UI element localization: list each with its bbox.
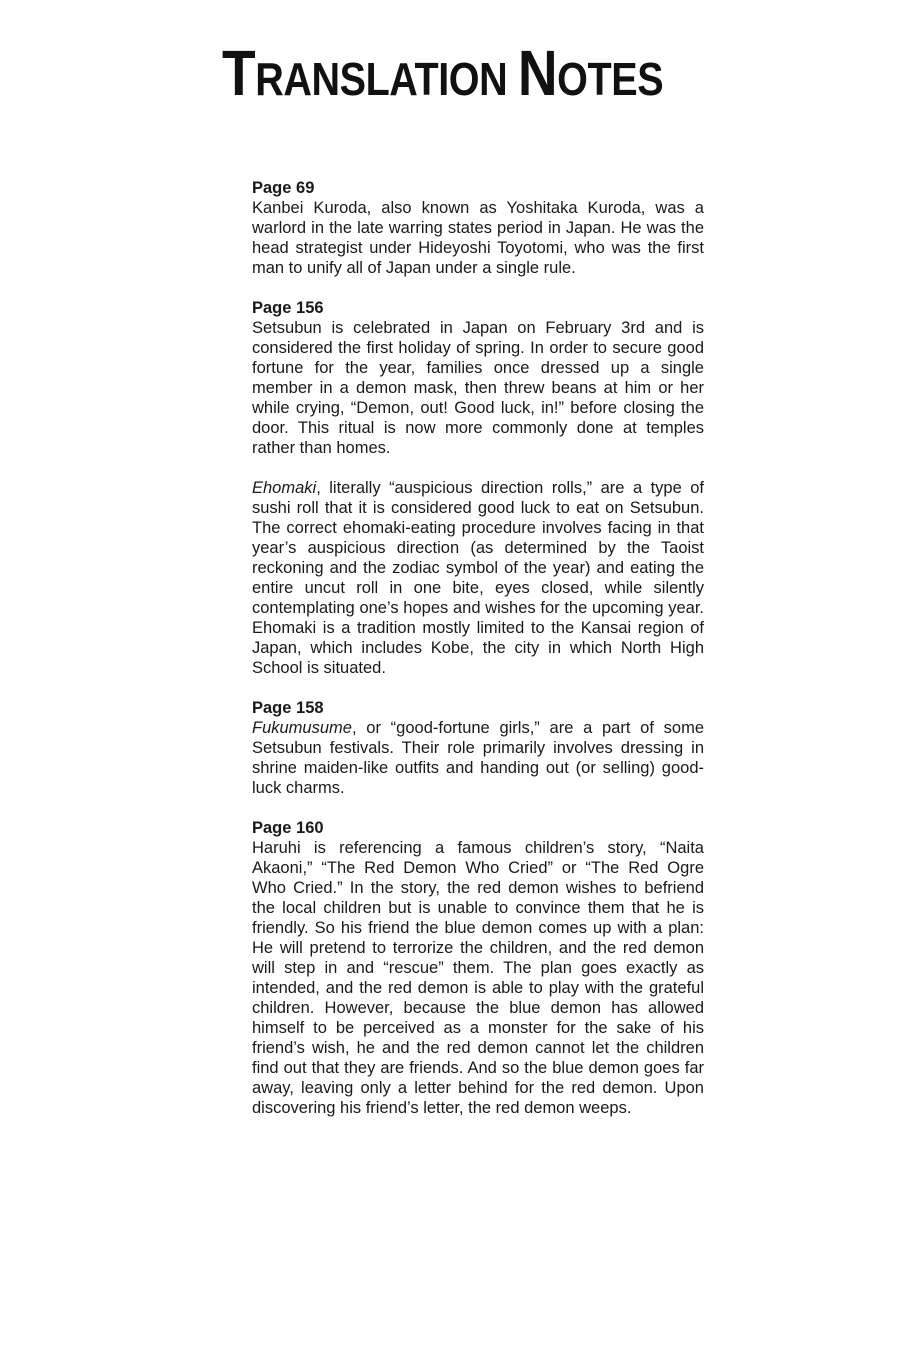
note-paragraph <box>252 718 704 798</box>
note-page-160 <box>252 818 704 1118</box>
note-page-69 <box>252 178 704 278</box>
note-term: Fukumusume <box>252 719 352 737</box>
note-heading: Page 156 <box>252 299 324 317</box>
note-text: , or “good-fortune girls,” are a part of some Setsubun festivals. Their role primarily involves dressing in shrine maiden-like outfits and handing out (or selling) good-luck charms. <box>252 719 704 797</box>
note-paragraph <box>252 838 704 1118</box>
translation-notes <box>252 178 704 1118</box>
note-page-156 <box>252 298 704 678</box>
title-initial-n: N <box>517 37 558 109</box>
note-paragraph <box>252 318 704 458</box>
note-text: , literally “auspicious direction rolls,” are a type of sushi roll that it is considered good luck to eat on Setsubun. The correct ehomaki-eating procedure involves facing in that year’s auspicious direction (as determined by the Taoist reckoning and the zodiac symbol of the year) and eating the entire uncut roll in one bite, eyes closed, while silently contemplating one’s hopes and wishes for the upcoming year. Ehomaki is a tradition mostly limited to the Kansai region of Japan, which includes Kobe, the city in which North High School is situated. <box>252 479 704 677</box>
note-text: Haruhi is referencing a famous children’s story, “Naita Akaoni,” “The Red Demon Who Cried” or “The Red Ogre Who Cried.” In the story, the red demon wishes to befriend the local children but is unable to convince them that he is friendly. So his friend the blue demon comes up with a plan: He will pretend to terrorize the children, and the red demon will step in and “rescue” them. The plan goes exactly as intended, and the red demon is able to play with the grateful children. However, because the blue demon has allowed himself to be perceived as a monster for the sake of his friend’s wish, he and the red demon cannot let the children find out that they are friends. And so the blue demon goes far away, leaving only a letter behind for the red demon. Upon discovering his friend’s letter, the red demon weeps. <box>252 839 704 1117</box>
note-term: Ehomaki <box>252 479 317 497</box>
note-heading: Page 69 <box>252 179 315 197</box>
title-rest-otes: OTES <box>557 53 664 105</box>
title-initial-t: T <box>222 37 256 109</box>
page-title <box>222 37 664 112</box>
note-heading: Page 160 <box>252 819 324 837</box>
title-rest-ranslation: RANSLATION <box>255 53 508 105</box>
note-text: Setsubun is celebrated in Japan on February 3rd and is considered the first holiday of spring. In order to secure good fortune for the year, families once dressed up a single member in a demon mask, then threw beans at him or her while crying, “Demon, out! Good luck, in!” before closing the door. This ritual is now more commonly done at temples rather than homes. <box>252 319 704 457</box>
note-paragraph <box>252 478 704 678</box>
note-page-158 <box>252 698 704 798</box>
note-paragraph <box>252 198 704 278</box>
note-heading: Page 158 <box>252 699 324 717</box>
note-text: Kanbei Kuroda, also known as Yoshitaka Kuroda, was a warlord in the late warring states period in Japan. He was the head strategist under Hideyoshi Toyotomi, who was the first man to unify all of Japan under a single rule. <box>252 199 704 277</box>
